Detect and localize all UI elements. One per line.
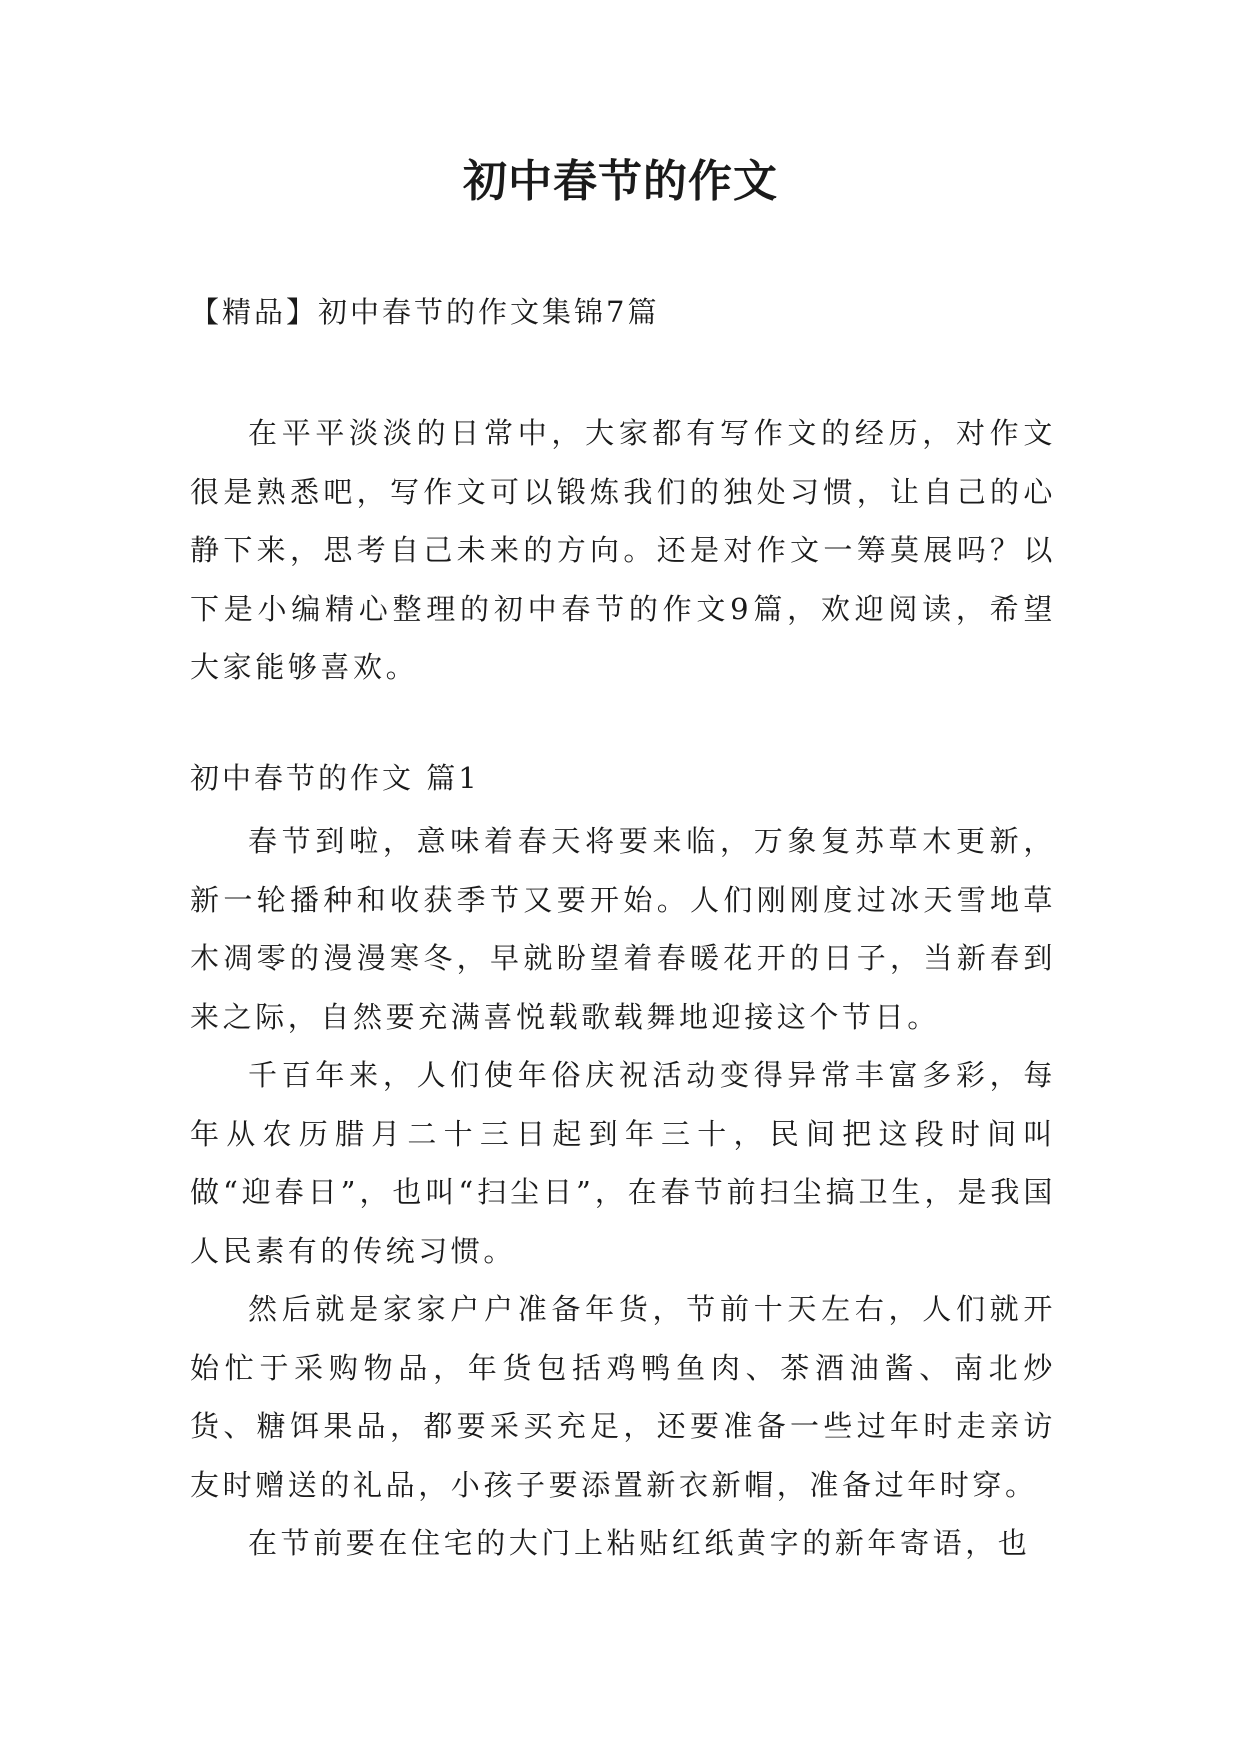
body-paragraph: 在节前要在住宅的大门上粘贴红纸黄字的新年寄语，也 (248, 1526, 1031, 1560)
intro-paragraph: 在平平淡淡的日常中，大家都有写作文的经历，对作文很是熟悉吧，写作文可以锻炼我们的独处习惯，让自己的心静下来，思考自己未来的方向。还是对作文一筹莫展吗？以下是小编精心整理的初中春节的作文9篇，欢迎阅读，希望大家能够喜欢。 (190, 416, 1056, 684)
body-paragraph: 千百年来，人们使年俗庆祝活动变得异常丰富多彩，每年从农历腊月二十三日起到年三十，民间把这段时间叫做“迎春日”，也叫“扫尘日”，在春节前扫尘搞卫生，是我国人民素有的传统习惯。 (190, 1058, 1056, 1268)
document-subtitle: 【精品】初中春节的作文集锦7篇 (190, 295, 660, 329)
body-paragraph: 然后就是家家户户准备年货，节前十天左右，人们就开始忙于采购物品，年货包括鸡鸭鱼肉、茶酒油酱、南北炒货、糖饵果品，都要采买充足，还要准备一些过年时走亲访友时赠送的礼品，小孩子要添置新衣新帽，准备过年时穿。 (190, 1292, 1056, 1502)
body-paragraph: 春节到啦，意味着春天将要来临，万象复苏草木更新，新一轮播种和收获季节又要开始。人们刚刚度过冰天雪地草木凋零的漫漫寒冬，早就盼望着春暖花开的日子，当新春到来之际，自然要充满喜悦载歌载舞地迎接这个节日。 (190, 824, 1056, 1034)
section-body (190, 812, 1056, 1573)
section-heading: 初中春节的作文 篇1 (190, 761, 480, 795)
intro-block (190, 404, 1056, 697)
document-title: 初中春节的作文 (463, 156, 778, 207)
